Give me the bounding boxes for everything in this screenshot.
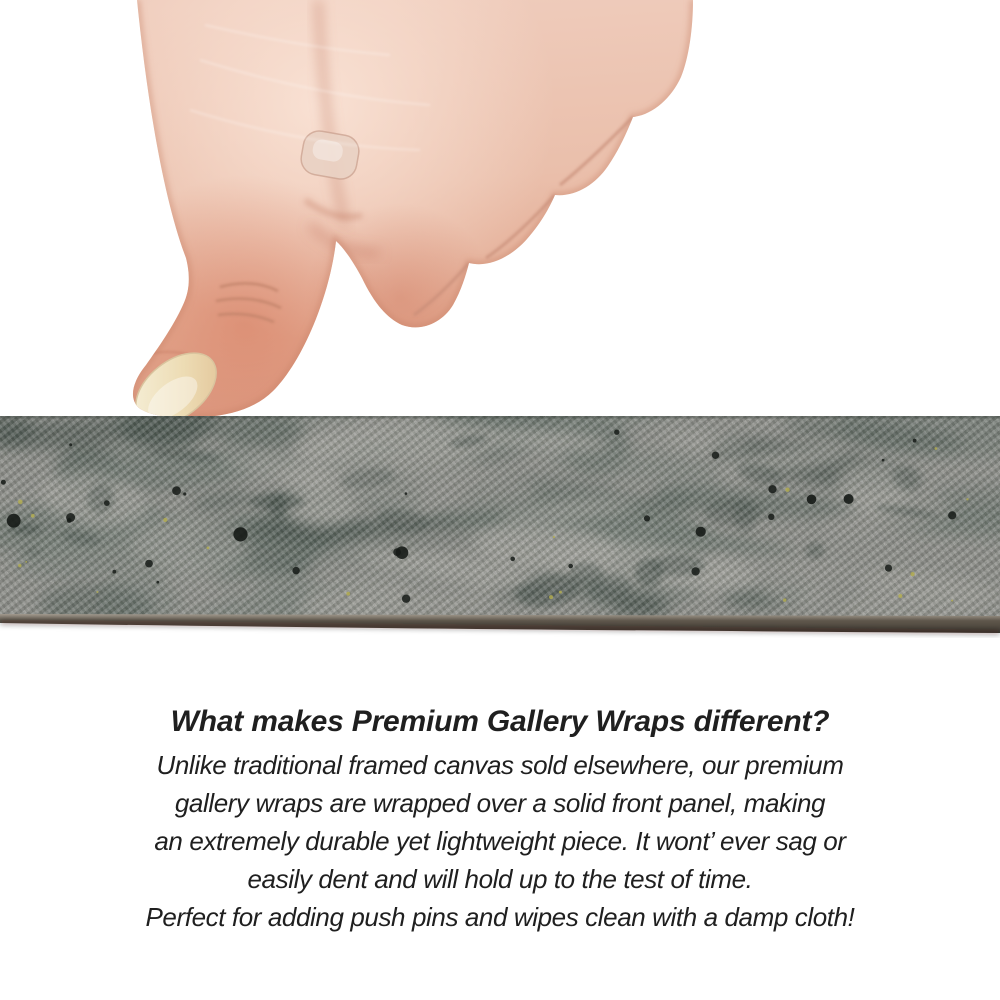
body-line-2: gallery wraps are wrapped over a solid front panel, making bbox=[174, 788, 826, 818]
body-line-4: easily dent and will hold up to the test of time. bbox=[247, 864, 753, 894]
headline: What makes Premium Gallery Wraps different? bbox=[170, 705, 830, 738]
marketing-copy bbox=[0, 704, 1000, 936]
hand-photo bbox=[0, 0, 1000, 420]
hand-pressing-canvas bbox=[0, 0, 1000, 420]
body-line-5: Perfect for adding push pins and wipes clean with a damp cloth! bbox=[145, 902, 855, 932]
canvas-grain bbox=[0, 416, 1000, 616]
canvas-texture bbox=[0, 416, 1000, 638]
body-line-1: Unlike traditional framed canvas sold elsewhere, our premium bbox=[156, 750, 844, 780]
canvas-edge-band bbox=[0, 416, 1000, 638]
index-tip-blush bbox=[305, 203, 495, 393]
body-line-3: an extremely durable yet lightweight piece. It wont’ ever sag or bbox=[154, 826, 846, 856]
band-top-line bbox=[0, 416, 1000, 419]
